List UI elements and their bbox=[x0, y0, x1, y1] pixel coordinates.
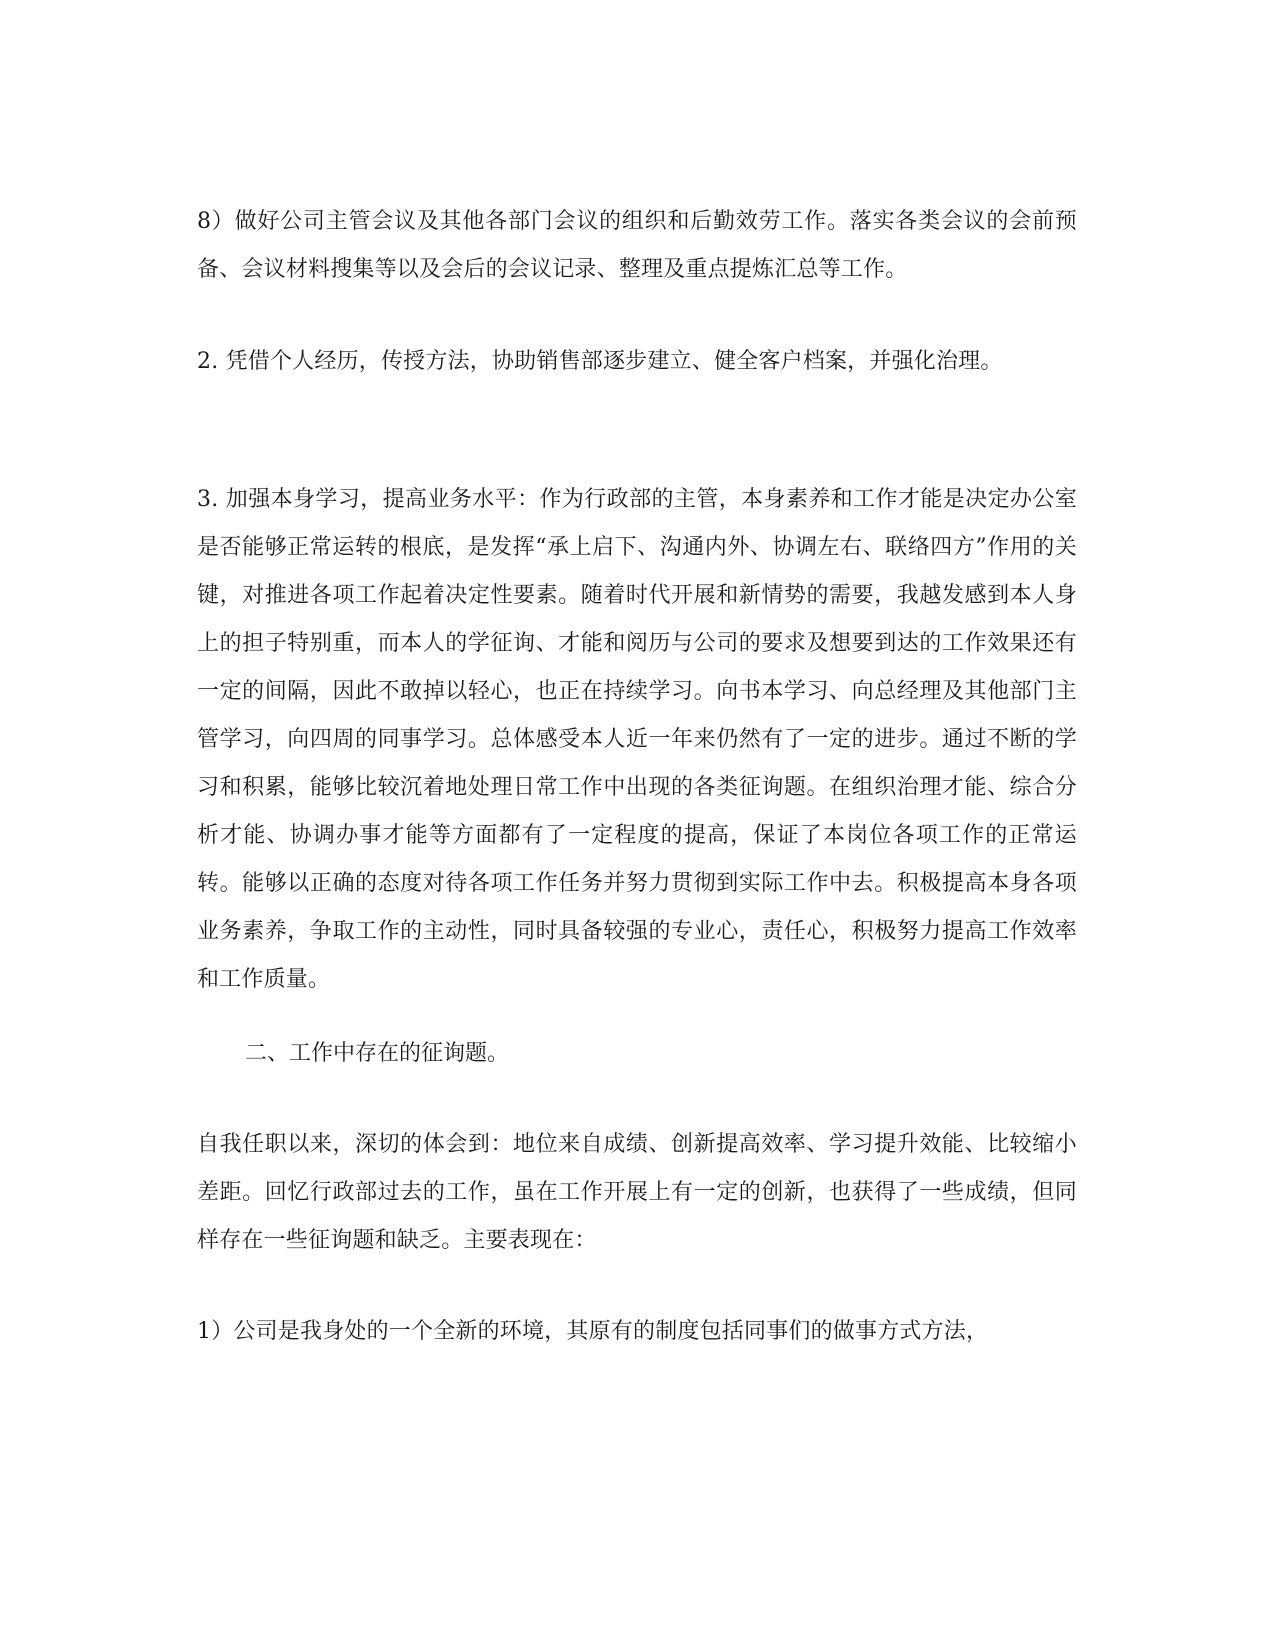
paragraph-item-3: 3. 加强本身学习，提高业务水平：作为行政部的主管，本身素养和工作才能是决定办公室是否能够正常运转的根底，是发挥“承上启下、沟通内外、协调左右、联络四方”作用的关键，对推进各项工作起着决定性要素。随着时代开展和新情势的需要，我越发感到本人身上的担子特别重，而本人的学征询、才能和阅历与公司的要求及想要到达的工作效果还有一定的间隔，因此不敢掉以轻心，也正在持续学习。向书本学习、向总经理及其他部门主管学习，向四周的同事学习。总体感受本人近一年来仍然有了一定的进步。通过不断的学习和积累，能够比较沉着地处理日常工作中出现的各类征询题。在组织治理才能、综合分析才能、协调办事才能等方面都有了一定程度的提高，保证了本岗位各项工作的正常运转。能够以正确的态度对待各项工作任务并努力贯彻到实际工作中去。积极提高本身各项业务素养，争取工作的主动性，同时具备较强的专业心，责任心，积极努力提高工作效率和工作质量。 bbox=[197, 487, 1077, 992]
paragraph-reflection: 自我任职以来，深切的体会到：地位来自成绩、创新提高效率、学习提升效能、比较缩小差距。回忆行政部过去的工作，虽在工作开展上有一定的创新，也获得了一些成绩，但同样存在一些征询题和缺乏。主要表现在： bbox=[197, 1132, 1077, 1253]
section-heading-issues: 二、工作中存在的征询题。 bbox=[245, 1041, 510, 1066]
paragraph-item-8: 8）做好公司主管会议及其他各部门会议的组织和后勤效劳工作。落实各类会议的会前预备、会议材料搜集等以及会后的会议记录、整理及重点提炼汇总等工作。 bbox=[197, 209, 1077, 282]
paragraph-item-1: 1）公司是我身处的一个全新的环境，其原有的制度包括同事们的做事方式方法， bbox=[197, 1319, 989, 1344]
paragraph-item-2: 2. 凭借个人经历，传授方法，协助销售部逐步建立、健全客户档案，并强化治理。 bbox=[197, 349, 1003, 374]
